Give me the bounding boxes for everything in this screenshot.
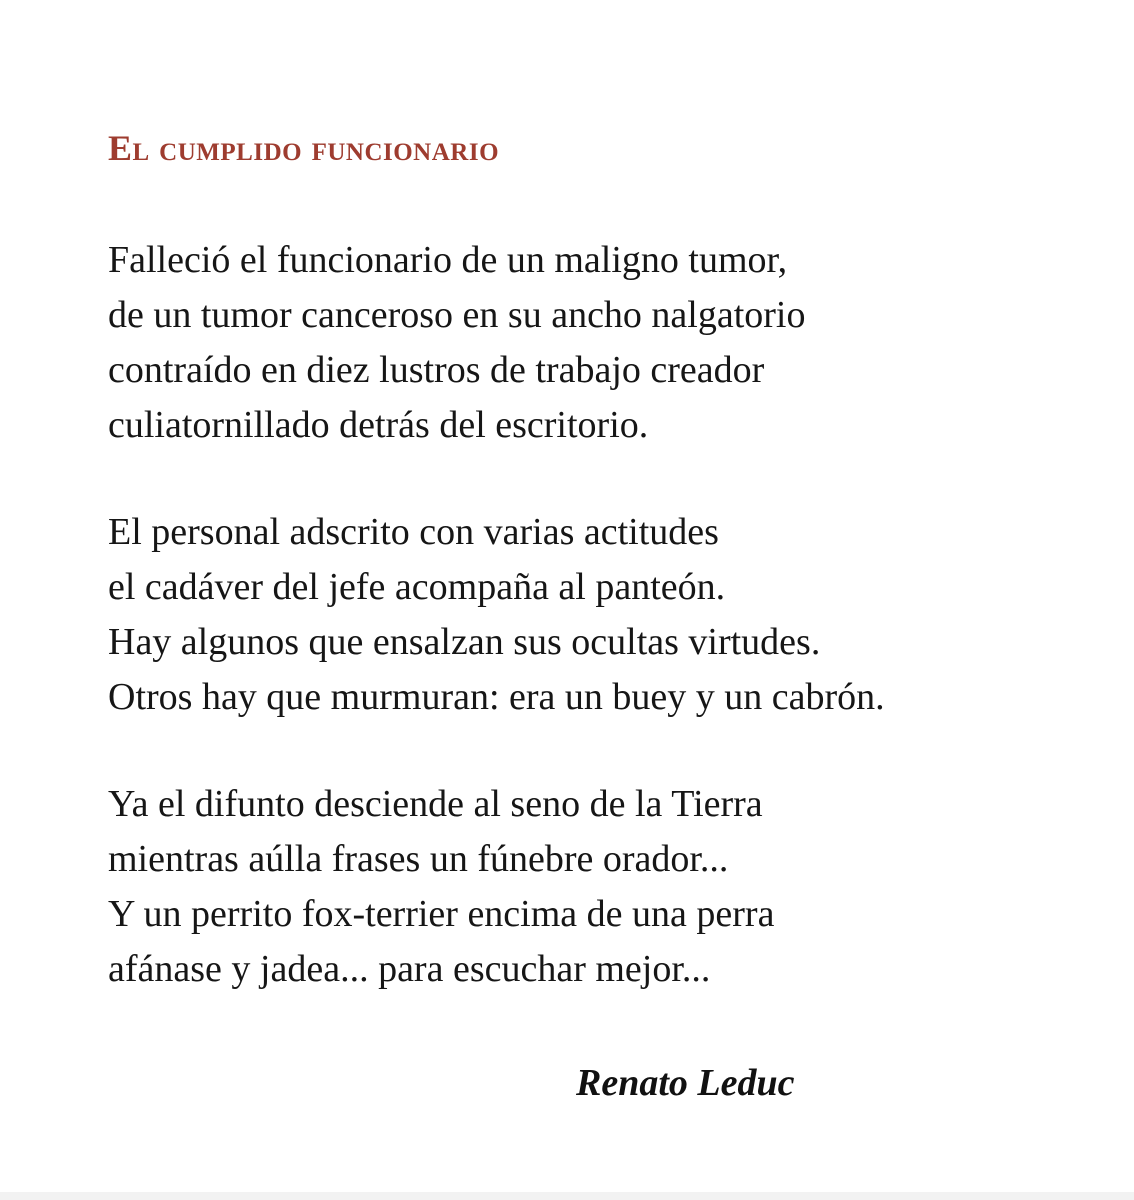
verse-line: El personal adscrito con varias actitudes	[108, 511, 719, 553]
verse-line: culiatornillado detrás del escritorio.	[108, 404, 649, 446]
verse-line: contraído en diez lustros de trabajo creador	[108, 349, 765, 391]
verse-line: Hay algunos que ensalzan sus ocultas virtudes.	[108, 621, 821, 663]
stanza-2	[108, 505, 885, 725]
verse-line: Falleció el funcionario de un maligno tumor,	[108, 239, 788, 281]
verse-line: Y un perrito fox-terrier encima de una perra	[108, 893, 775, 935]
poem-author: Renato Leduc	[576, 1062, 795, 1104]
page-bottom-edge	[0, 1192, 1134, 1200]
verse-line: de un tumor canceroso en su ancho nalgatorio	[108, 294, 806, 336]
verse-line: Otros hay que murmuran: era un buey y un cabrón.	[108, 676, 885, 718]
stanza-1	[108, 233, 806, 453]
verse-line: el cadáver del jefe acompaña al panteón.	[108, 566, 726, 608]
verse-line: afánase y jadea... para escuchar mejor...	[108, 948, 711, 990]
poem-title: El cumplido funcionario	[108, 128, 500, 168]
stanza-3	[108, 777, 774, 997]
verse-line: Ya el difunto desciende al seno de la Tierra	[108, 783, 763, 825]
verse-line: mientras aúlla frases un fúnebre orador...	[108, 838, 729, 880]
